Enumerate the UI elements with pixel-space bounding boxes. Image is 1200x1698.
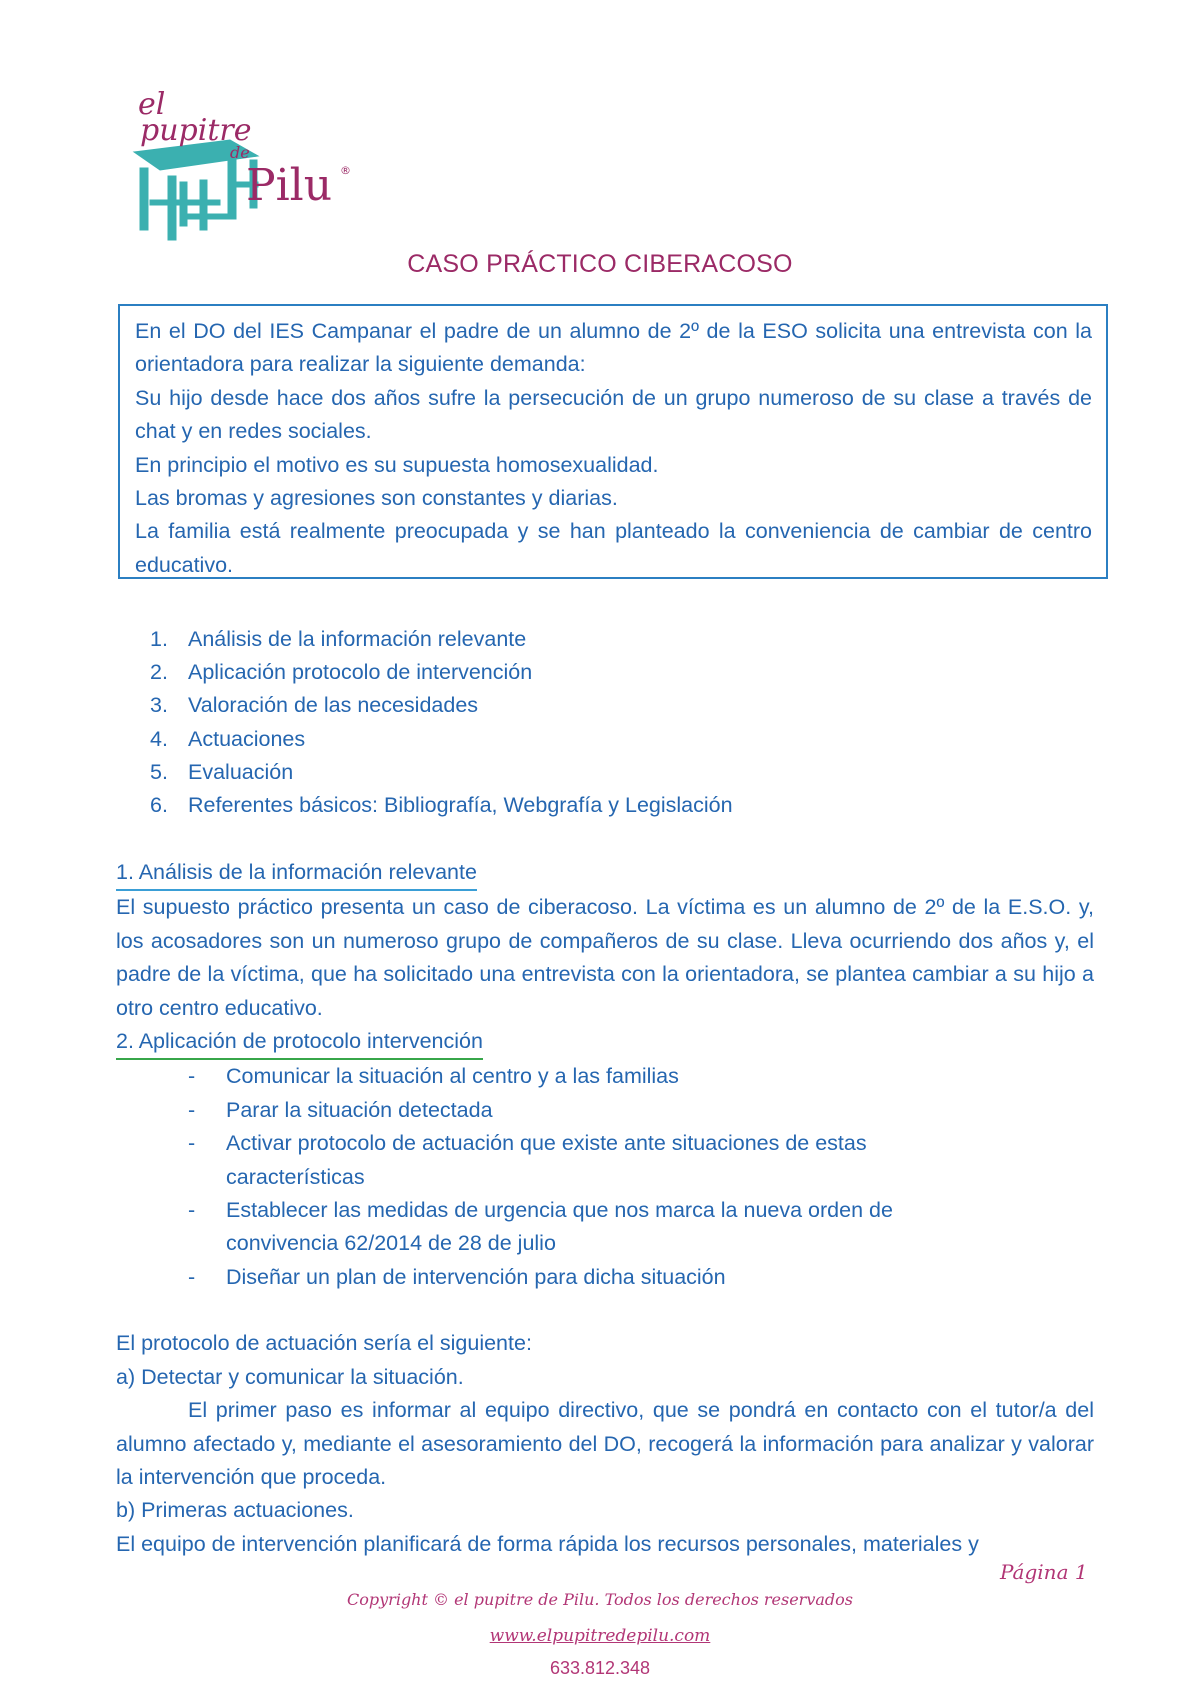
document-title: CASO PRÁCTICO CIBERACOSO	[407, 250, 793, 278]
pupitre-desk-icon	[130, 82, 390, 252]
step-a-body: El primer paso es informar al equipo directivo, que se pondrá en contacto con el tutor/a del alumno afectado y, mediante el asesoramiento del DO, recogerá la información para analizar y valorar la intervención que proceda.	[116, 1398, 1094, 1489]
copyright-notice: Copyright © el pupitre de Pilu. Todos los derechos reservados	[347, 1590, 853, 1609]
toc-item: 1. Análisis de la información relevante	[150, 627, 527, 651]
case-paragraph: Las bromas y agresiones son constantes y diarias.	[135, 486, 618, 511]
step-a-heading: a) Detectar y comunicar la situación.	[116, 1364, 464, 1389]
brand-logo	[130, 82, 390, 252]
table-of-contents	[150, 623, 733, 822]
page-number: Página 1	[1000, 1560, 1088, 1584]
section-1-heading: 1. Análisis de la información relevante	[116, 856, 477, 891]
list-item: - Establecer las medidas de urgencia que nos marca la nueva orden de convivencia 62/2014 de 28 de julio	[188, 1198, 893, 1256]
list-item: - Activar protocolo de actuación que existe ante situaciones de estas características	[188, 1131, 867, 1189]
svg-text:®: ®	[340, 164, 351, 177]
case-paragraph: Su hijo desde hace dos años sufre la persecución de un grupo numeroso de su clase a través de chat y en redes sociales.	[135, 385, 1092, 444]
toc-item: 6. Referentes básicos: Bibliografía, Webgrafía y Legislación	[150, 793, 733, 818]
list-item: - Comunicar la situación al centro y a las familias	[188, 1064, 679, 1089]
list-item: - Parar la situación detectada	[188, 1097, 493, 1122]
toc-item: 4. Actuaciones	[150, 726, 306, 751]
section-2-heading: 2. Aplicación de protocolo intervención	[116, 1025, 483, 1060]
phone-number: 633.812.348	[549, 1658, 651, 1678]
case-paragraph: En principio el motivo es su supuesta homosexualidad.	[135, 452, 659, 477]
website-link[interactable]: www.elpupitredepilu.com	[489, 1626, 711, 1646]
toc-item: 2. Aplicación protocolo de intervención	[150, 660, 533, 685]
svg-text:el: el	[138, 87, 166, 122]
section-1	[116, 856, 1094, 1561]
step-b-body: El equipo de intervención planificará de forma rápida los recursos personales, materiales y	[116, 1531, 979, 1556]
list-item: - Diseñar un plan de intervención para dicha situación	[188, 1264, 726, 1289]
svg-text:de: de	[230, 143, 250, 162]
toc-item: 3. Valoración de las necesidades	[150, 693, 479, 718]
protocol-intro: El protocolo de actuación sería el siguiente:	[116, 1331, 532, 1356]
svg-text:pupitre: pupitre	[140, 113, 252, 148]
section-1-body: El supuesto práctico presenta un caso de ciberacoso. La víctima es un alumno de 2º de la E.S.O. y, los acosadores son un numeroso grupo de compañeros de su clase. Lleva ocurriendo dos años y, el padre de la víctima, que ha solicitado una entrevista con la orientadora, se plantea cambiar a su hijo a otro centro educativo.	[116, 895, 1094, 1020]
case-paragraph: La familia está realmente preocupada y se han planteado la conveniencia de cambiar de centro educativo.	[135, 519, 1092, 577]
step-b-heading: b) Primeras actuaciones.	[116, 1498, 354, 1523]
intervention-bullet-list	[116, 1060, 1094, 1294]
case-paragraph: En el DO del IES Campanar el padre de un alumno de 2º de la ESO solicita una entrevista con la orientadora para realizar la siguiente demanda:	[135, 319, 1092, 377]
toc-item: 5. Evaluación	[150, 759, 294, 784]
svg-text:Pilu: Pilu	[246, 160, 333, 211]
case-description-box	[118, 304, 1108, 579]
